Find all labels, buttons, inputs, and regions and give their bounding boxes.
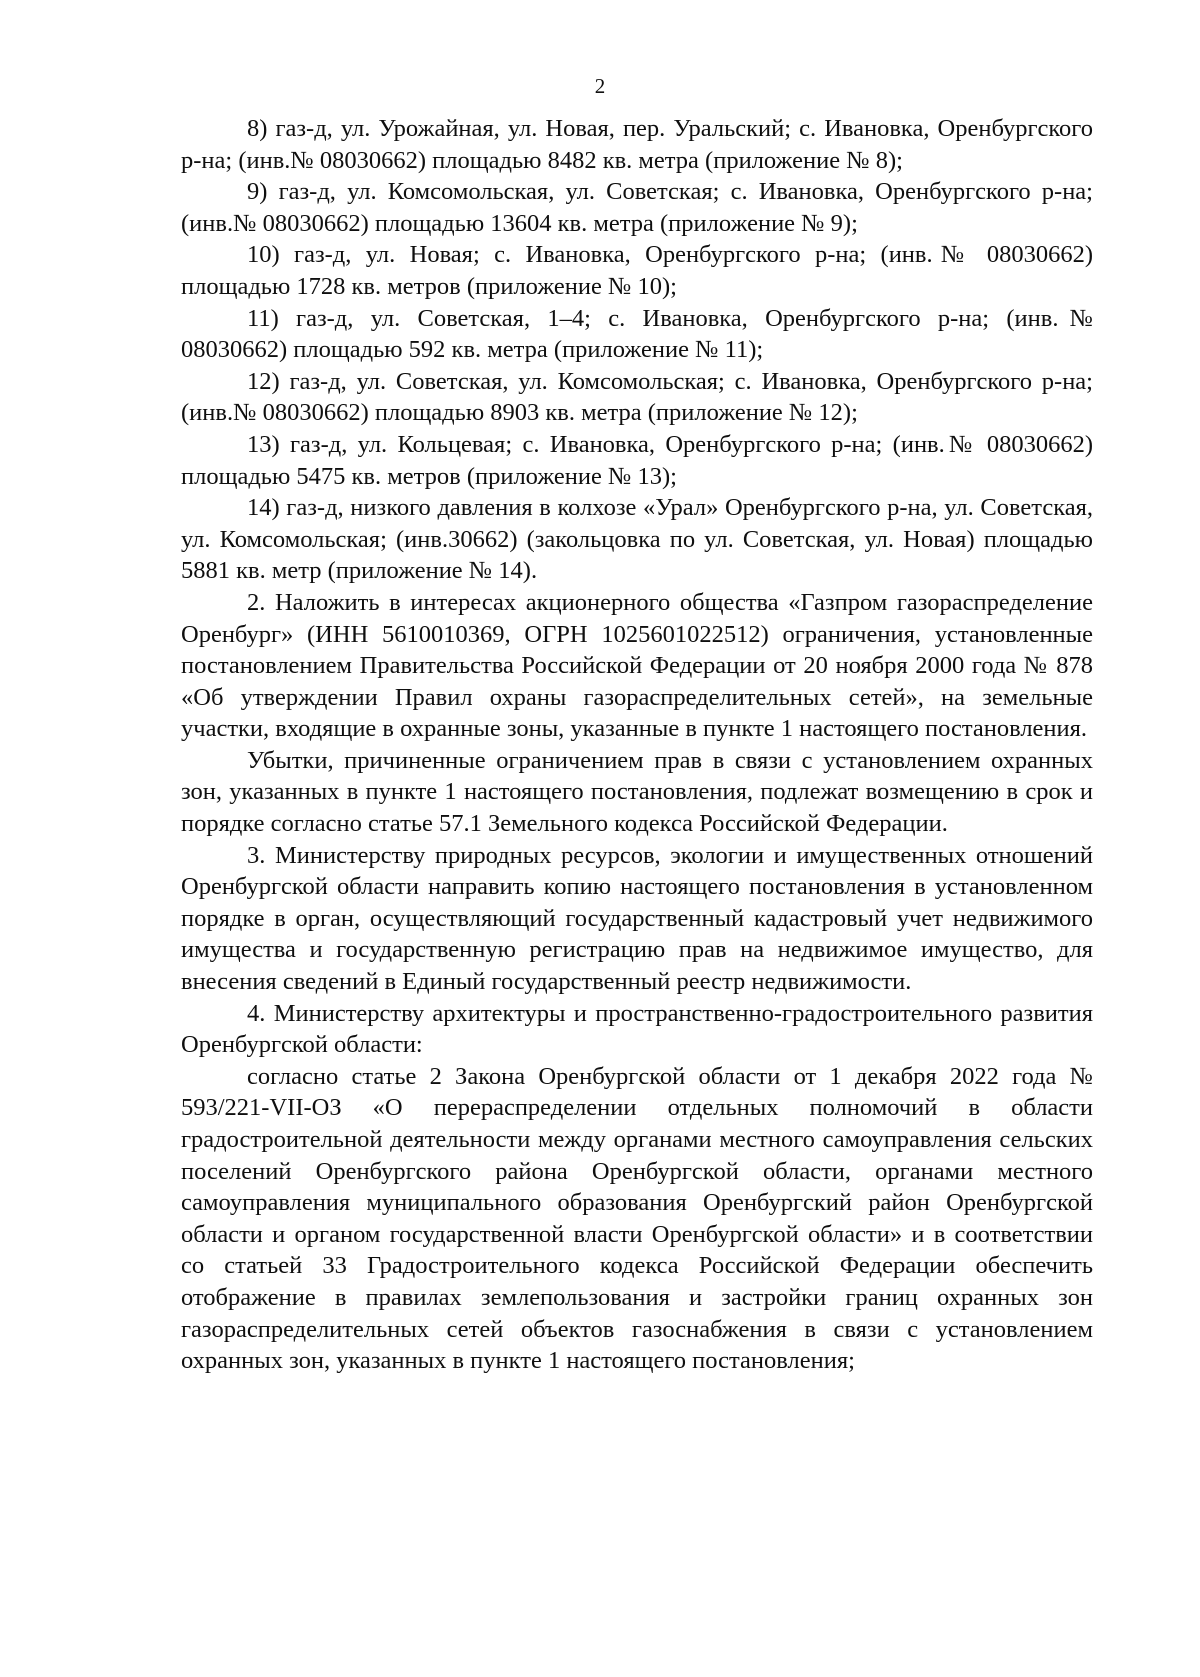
page-number: 2 bbox=[594, 74, 606, 98]
paragraph-clause-4: 4. Министерству архитектуры и пространственно-градостроительного развития Оренбургской области: bbox=[181, 999, 1093, 1059]
paragraph-item-14: 14) газ-д, низкого давления в колхозе «Урал» Оренбургского р-на, ул. Советская, ул. Комсомольская; (инв.30662) (закольцовка по ул. Советская, ул. Новая) площадью 5881 кв. метр (приложение № 14). bbox=[181, 494, 1093, 585]
paragraph-item-12: 12) газ-д, ул. Советская, ул. Комсомольская; с. Ивановка, Оренбургского р-на; (инв.№ 08030662) площадью 8903 кв. метра (приложение № 12); bbox=[181, 367, 1093, 427]
paragraph-item-11: 11) газ-д, ул. Советская, 1–4; с. Ивановка, Оренбургского р-на; (инв.№ 08030662) площадью 592 кв. метра (приложение № 11); bbox=[181, 304, 1093, 364]
paragraph-item-9: 9) газ-д, ул. Комсомольская, ул. Советская; с. Ивановка, Оренбургского р-на; (инв.№ 08030662) площадью 13604 кв. метра (приложение № 9); bbox=[181, 178, 1093, 237]
paragraph-clause-4-sub: согласно статье 2 Закона Оренбургской области от 1 декабря 2022 года № 593/221-VII-ОЗ «О перераспределении отдельных полномочий в области градостроительной деятельности между органами местного самоуправления сельских поселений Оренбургского района Оренбургской области, органами местного самоуправления муниципального образования Оренбургский район Оренбургской области и органом государственной власти Оренбургской области» и в соответствии со статьей 33 Градостроительного кодекса Российской Федерации обеспечить отображение в правилах землепользования и застройки границ охранных зон газораспределительных сетей объектов газоснабжения в связи с установлением охранных зон, указанных в пункте 1 настоящего постановления; bbox=[181, 1062, 1093, 1375]
document-body bbox=[181, 113, 1093, 1377]
paragraph-item-13: 13) газ-д, ул. Кольцевая; с. Ивановка, Оренбургского р-на; (инв.№ 08030662) площадью 5475 кв. метров (приложение № 13); bbox=[181, 430, 1093, 490]
paragraph-item-8: 8) газ-д, ул. Урожайная, ул. Новая, пер. Уральский; с. Ивановка, Оренбургского р-на; (инв.№ 08030662) площадью 8482 кв. метра (приложение № 8); bbox=[181, 115, 1093, 174]
paragraph-losses: Убытки, причиненные ограничением прав в связи с установлением охранных зон, указанных в пункте 1 настоящего постановления, подлежат возмещению в срок и порядке согласно статье 57.1 Земельного кодекса Российской Федерации. bbox=[181, 746, 1093, 838]
paragraph-clause-2: 2. Наложить в интересах акционерного общества «Газпром газораспределение Оренбург» (ИНН 5610010369, ОГРН 1025601022512) ограничения, установленные постановлением Правительства Российской Федерации от 20 ноября 2000 года № 878 «Об утверждении Правил охраны газораспределительных сетей», на земельные участки, входящие в охранные зоны, указанные в пункте 1 настоящего постановления. bbox=[181, 588, 1093, 743]
paragraph-clause-3: 3. Министерству природных ресурсов, экологии и имущественных отношений Оренбургской области направить копию настоящего постановления в установленном порядке в орган, осуществляющий государственный кадастровый учет недвижимого имущества и государственную регистрацию прав на недвижимое имущество, для внесения сведений в Единый государственный реестр недвижимости. bbox=[181, 841, 1093, 996]
paragraph-item-10: 10) газ-д, ул. Новая; с. Ивановка, Оренбургского р-на; (инв.№ 08030662) площадью 1728 кв. метров (приложение № 10); bbox=[181, 241, 1093, 300]
